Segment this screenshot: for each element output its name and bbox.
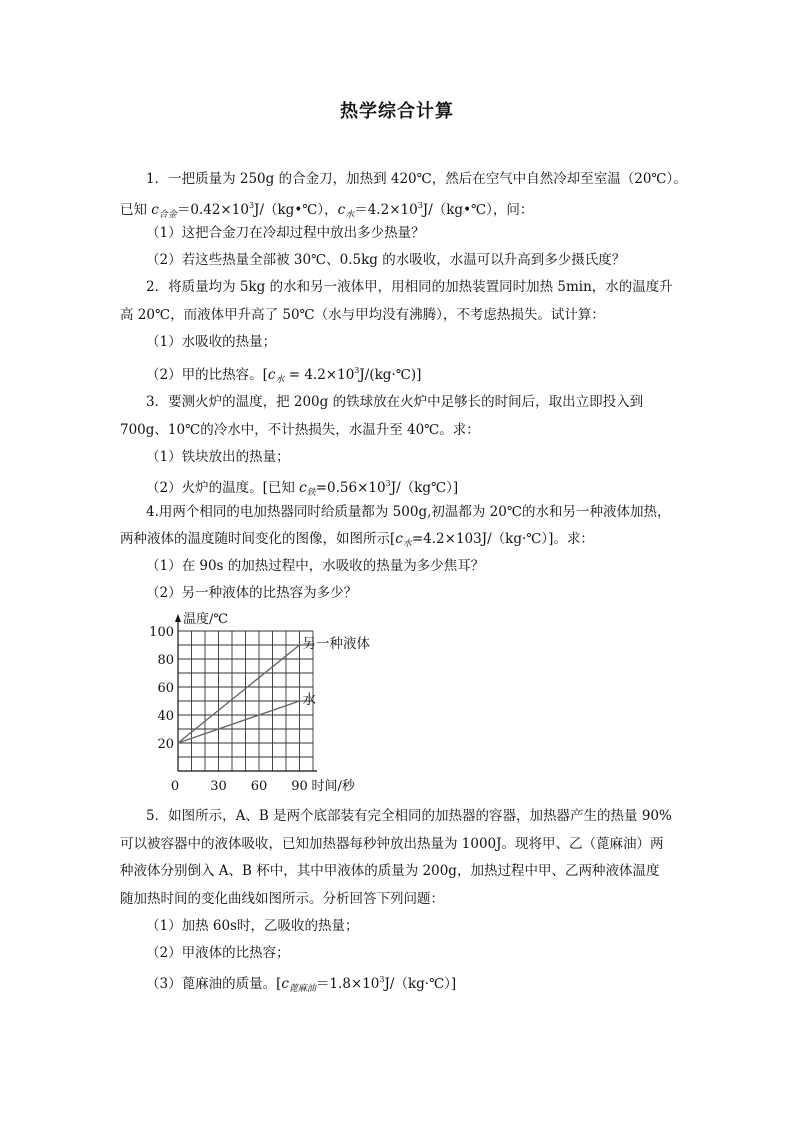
q2-part2 xyxy=(146,361,421,390)
q4-c-symbol: c xyxy=(395,531,403,547)
q3-exp: 3 xyxy=(385,479,391,488)
q2-part1: （1）水吸收的热量； xyxy=(146,334,277,350)
q5-exp: 3 xyxy=(379,975,385,984)
q1-known-prefix: 已知 xyxy=(120,202,152,218)
q1-sub-alloy: 合金 xyxy=(158,210,177,220)
y-tick-label: 100 xyxy=(149,625,174,640)
series-label: 水 xyxy=(302,692,316,708)
series-label: 另一种液体 xyxy=(302,636,370,652)
chart-svg xyxy=(145,612,385,800)
q4-line2-prefix: 两种液体的温度随时间变化的图像，如图所示[ xyxy=(120,531,396,547)
x-tick-label: 60 xyxy=(250,779,268,794)
chart-series xyxy=(178,645,300,743)
q4-sub-water: 水 xyxy=(402,539,412,549)
q1-water-unit: J/（kg•℃），问： xyxy=(422,202,534,218)
q2-water-value: = 4.2×10 xyxy=(284,367,355,383)
q5-line4: 随加热时间的变化曲线如图所示。分析回答下列问题： xyxy=(120,891,444,907)
q5-line2: 可以被容器中的液体吸收，已知加热器每秒钟放出热量为 1000J。现将甲、乙（蓖麻油）两 xyxy=(120,836,664,852)
y-axis-title: 温度/℃ xyxy=(183,612,228,627)
q3-sub-iron: 铁 xyxy=(306,488,316,498)
y-tick-label: 60 xyxy=(157,681,174,696)
chart-grid xyxy=(178,631,313,771)
q2-c-symbol: c xyxy=(267,367,276,383)
q4-part1: （1）在 90s 的加热过程中，水吸收的热量为多少焦耳？ xyxy=(146,558,485,574)
q5-line3: 种液体分别倒入 A、B 杯中，其中甲液体的质量为 200g，加热过程中甲、乙两种液体温度 xyxy=(120,863,660,879)
q5-line1: 5．如图所示，A、B 是两个底部装有完全相同的加热器的容器，加热器产生的热量 90% xyxy=(146,808,672,824)
q5-sub-oil: 蓖麻油 xyxy=(288,984,316,994)
y-axis-arrow xyxy=(175,614,181,622)
q1-c-symbol-water: c xyxy=(337,202,346,218)
q4-line1: 4.用两个相同的电加热器同时给质量都为 500g,初温都为 20℃的水和另一种液体加热， xyxy=(146,504,671,520)
q1-part1: （1）这把合金刀在冷却过程中放出多少热量？ xyxy=(146,225,425,241)
page-title: 热学综合计算 xyxy=(340,101,454,122)
q5-part2: （2）甲液体的比热容； xyxy=(146,945,290,961)
q5-oil-value: ＝1.8×10 xyxy=(315,976,380,992)
q3-part2 xyxy=(146,474,458,503)
q2-line2: 高 20℃，而液体甲升高了 50℃（水与甲均没有沸腾），不考虑热损失。试计算： xyxy=(120,307,605,323)
series-line xyxy=(178,701,300,743)
q4-line2-suffix: =4.2×103J/（kg·℃）]。求： xyxy=(411,531,594,547)
y-tick-label: 80 xyxy=(157,653,174,668)
q1-sub-water: 水 xyxy=(345,210,355,220)
q3-iron-value: =0.56×10 xyxy=(315,480,386,496)
q1-c-symbol-alloy: c xyxy=(151,202,159,218)
chart-axes xyxy=(175,614,317,771)
q5-part3-prefix: （3）蓖麻油的质量。[ xyxy=(146,976,282,992)
x-axis-title: 时间/秒 xyxy=(311,779,355,794)
q1-exp-water: 3 xyxy=(417,201,423,210)
q5-part3 xyxy=(146,970,456,999)
temperature-time-chart xyxy=(145,612,385,800)
y-tick-label: 40 xyxy=(157,709,174,724)
series-line xyxy=(178,645,300,743)
q1-part2: （2）若这些热量全部被 30℃、0.5kg 的水吸收，水温可以升高到多少摄氏度？ xyxy=(146,252,626,268)
q3-iron-unit: J/（kg℃）] xyxy=(390,480,459,496)
q3-c-symbol: c xyxy=(299,480,307,496)
q5-c-symbol: c xyxy=(281,976,289,992)
q3-part1: （1）铁块放出的热量； xyxy=(146,449,290,465)
q3-line1: 3．要测火炉的温度，把 200g 的铁球放在火炉中足够长的时间后，取出立即投入到 xyxy=(146,394,644,410)
q3-part2-prefix: （2）火炉的温度。[已知 xyxy=(146,480,300,496)
y-tick-label: 20 xyxy=(157,737,174,752)
q1-alloy-unit: J/（kg•℃）， xyxy=(254,202,338,218)
q2-part2-prefix: （2）甲的比热容。[ xyxy=(146,367,268,383)
q5-part1: （1）加热 60s时，乙吸收的热量； xyxy=(146,918,359,934)
x-tick-label: 90 xyxy=(291,779,308,794)
q1-water-value: ＝4.2×10 xyxy=(354,202,418,218)
x-tick-label: 30 xyxy=(210,779,227,794)
q2-exp: 3 xyxy=(354,366,360,375)
chart-labels xyxy=(149,612,370,794)
q2-sub-water: 水 xyxy=(275,375,285,385)
q4-line2 xyxy=(120,529,594,554)
q2-water-unit: J/(kg·℃)] xyxy=(359,367,422,383)
q1-alloy-value: ＝0.42×10 xyxy=(176,202,249,218)
q2-line1: 2．将质量均为 5kg 的水和另一液体甲，用相同的加热装置同时加热 5min，水的温度升 xyxy=(146,279,673,295)
q5-oil-unit: J/（kg·℃）] xyxy=(384,976,457,992)
q3-line2: 700g、10℃的冷水中，不计热损失，水温升至 40℃。求： xyxy=(120,422,480,438)
q1-exp-alloy: 3 xyxy=(248,201,255,210)
q1-line2 xyxy=(120,196,533,225)
x-tick-label: 0 xyxy=(170,779,180,794)
q4-part2: （2）另一种液体的比热容为多少？ xyxy=(146,585,358,601)
q1-line1: 1．一把质量为 250g 的合金刀，加热到 420℃，然后在空气中自然冷却至室温（20℃）。 xyxy=(146,171,687,187)
